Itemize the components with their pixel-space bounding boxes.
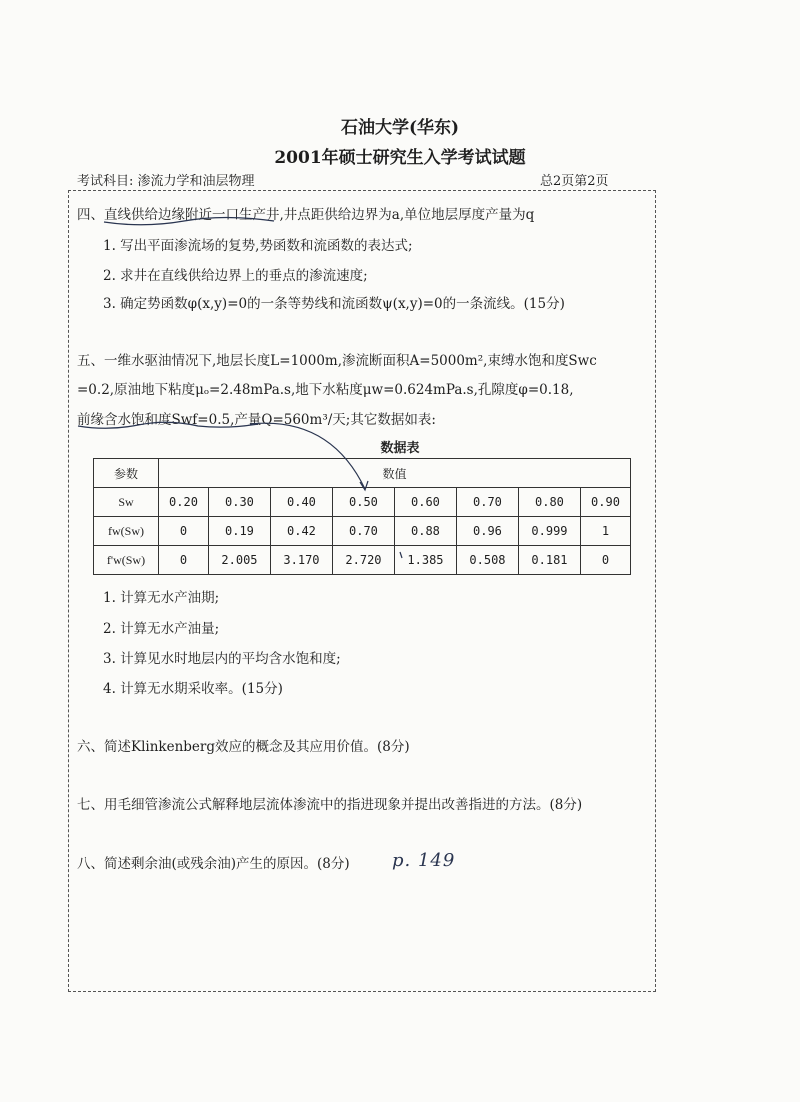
- pen-tick-mark: [400, 552, 402, 558]
- table-row-label: Sw: [94, 488, 159, 517]
- table-cell: 0.30: [208, 488, 270, 517]
- table-cell: 0.80: [518, 488, 580, 517]
- table-cell: 0.60: [394, 488, 456, 517]
- table-row-label: f'w(Sw): [94, 546, 159, 575]
- table-cell: 0.90: [580, 488, 630, 517]
- table-cell: 1: [580, 517, 630, 546]
- table-cell: 0.181: [518, 546, 580, 575]
- table-cell: 0: [159, 546, 209, 575]
- question-5-item-1: 1. 计算无水产油期;: [103, 590, 220, 606]
- table-cell: 0.96: [456, 517, 518, 546]
- question-5-item-2: 2. 计算无水产油量;: [103, 621, 220, 637]
- table-cell: 2.720: [332, 546, 394, 575]
- table-header-param: 参数: [94, 459, 159, 488]
- question-5-line-3: 前缘含水饱和度Swf=0.5,产量Q=560m³/天;其它数据如表:: [77, 412, 436, 428]
- question-5-line-1: 五、一维水驱油情况下,地层长度L=1000m,渗流断面积A=5000m²,束缚水饱和度Swc: [77, 353, 597, 369]
- question-5-item-4: 4. 计算无水期采收率。(15分): [103, 681, 283, 697]
- question-5-item-3: 3. 计算见水时地层内的平均含水饱和度;: [103, 651, 341, 667]
- table-cell: 0.70: [456, 488, 518, 517]
- exam-title: 2001年硕士研究生入学考试试题: [274, 148, 526, 168]
- exam-subject: 考试科目: 渗流力学和油层物理: [77, 174, 255, 189]
- table-cell: 0.999: [518, 517, 580, 546]
- question-4-item-3: 3. 确定势函数φ(x,y)=0的一条等势线和流函数ψ(x,y)=0的一条流线。(15分): [103, 296, 565, 312]
- table-title: 数据表: [380, 441, 420, 456]
- table-cell: 0.508: [456, 546, 518, 575]
- table-cell: 2.005: [208, 546, 270, 575]
- underline-mark-q4: [104, 218, 274, 225]
- handwritten-page-note: p. 149: [392, 850, 456, 871]
- question-8: 八、简述剩余油(或残余油)产生的原因。(8分): [77, 856, 350, 872]
- table-cell: 0: [580, 546, 630, 575]
- underline-mark-q5: [78, 422, 258, 428]
- table-row-label: fw(Sw): [94, 517, 159, 546]
- page-info: 总2页第2页: [540, 174, 609, 189]
- table-cell: 0.50: [332, 488, 394, 517]
- question-4: 四、直线供给边缘附近一口生产井,井点距供给边界为a,单位地层厚度产量为q: [77, 207, 535, 223]
- table-cell: 3.170: [270, 546, 332, 575]
- question-4-item-2: 2. 求井在直线供给边界上的垂点的渗流速度;: [103, 268, 368, 284]
- table-cell: 0.88: [394, 517, 456, 546]
- question-7: 七、用毛细管渗流公式解释地层流体渗流中的指进现象并提出改善指进的方法。(8分): [77, 797, 583, 813]
- table-cell: 0.42: [270, 517, 332, 546]
- question-4-item-1: 1. 写出平面渗流场的复势,势函数和流函数的表达式;: [103, 238, 413, 254]
- table-cell: 0.20: [159, 488, 209, 517]
- question-6: 六、简述Klinkenberg效应的概念及其应用价值。(8分): [77, 739, 410, 755]
- table-cell: 1.385: [394, 546, 456, 575]
- arrow-line: [250, 423, 365, 489]
- university-name: 石油大学(华东): [340, 118, 460, 138]
- table-cell: 0: [159, 517, 209, 546]
- table-header-value: 数值: [159, 459, 631, 488]
- question-5-line-2: =0.2,原油地下粘度μₒ=2.48mPa.s,地下水粘度μw=0.624mPa.s,孔隙度φ=0.18,: [77, 382, 574, 398]
- table-cell: 0.19: [208, 517, 270, 546]
- table-cell: 0.70: [332, 517, 394, 546]
- table-cell: 0.40: [270, 488, 332, 517]
